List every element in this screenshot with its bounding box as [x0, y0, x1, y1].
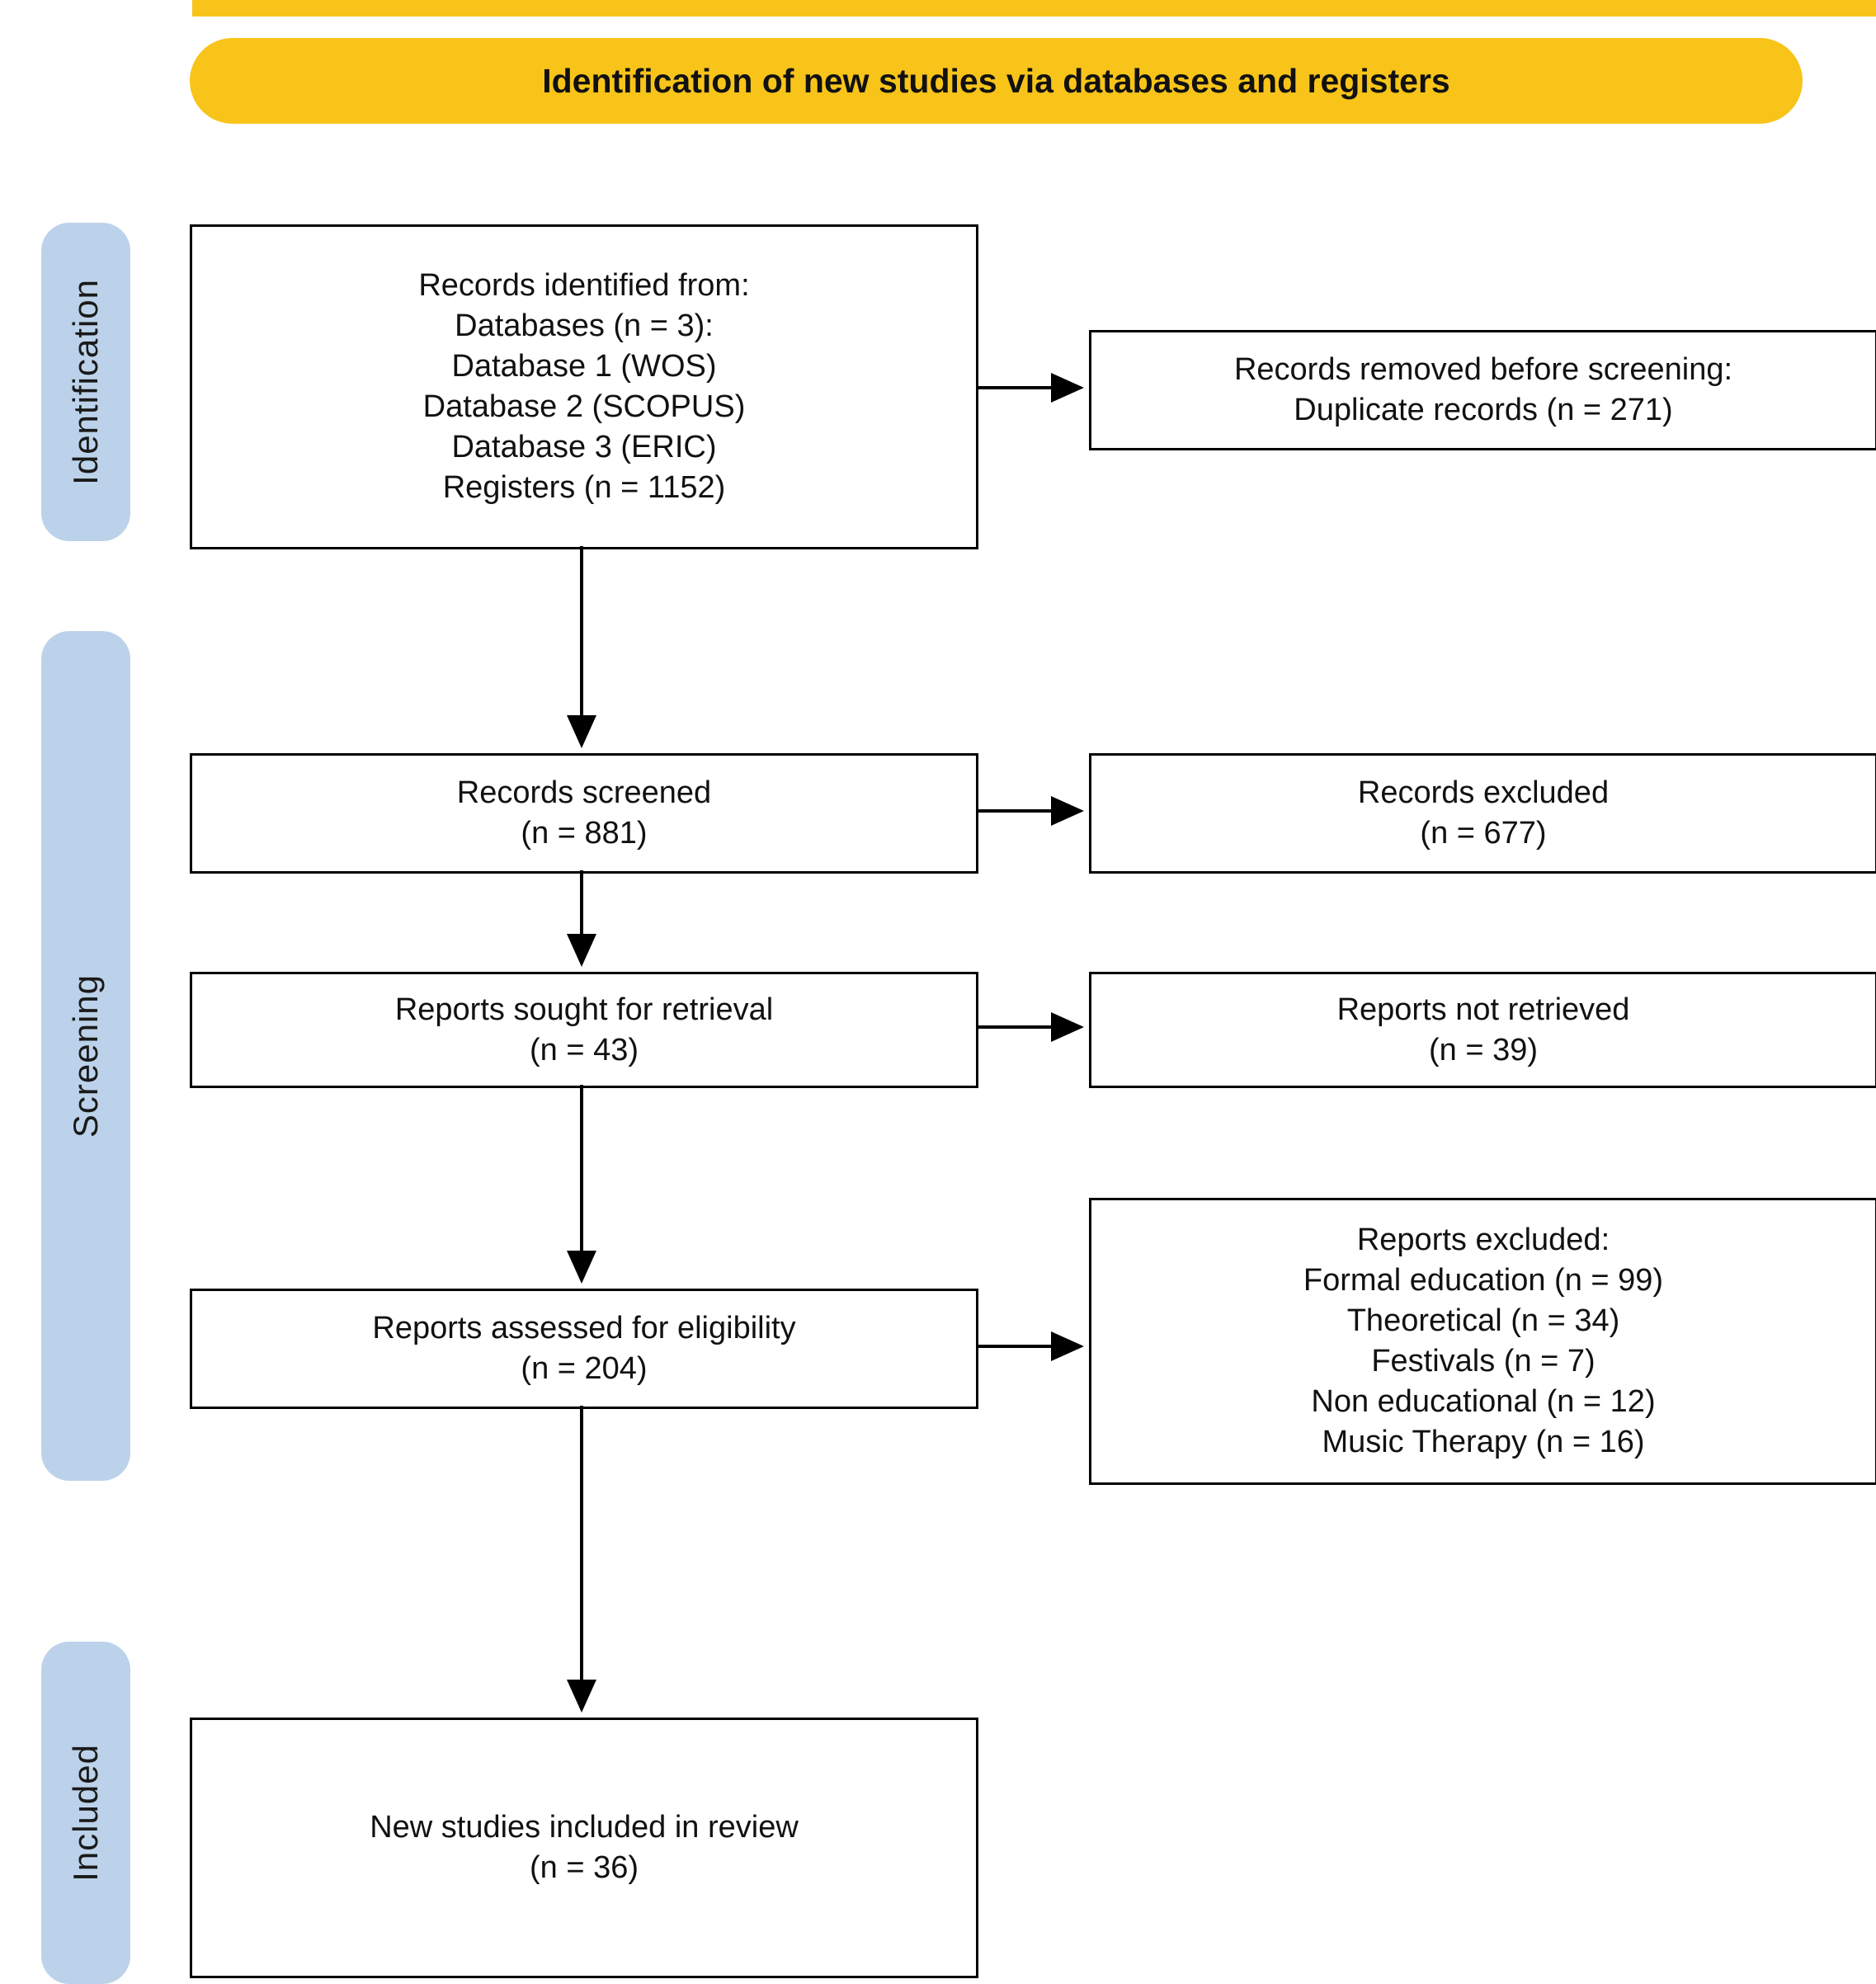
box-line: (n = 677)	[1420, 816, 1547, 851]
stage-screening-label: Screening	[66, 973, 105, 1138]
box-records-excluded	[1089, 753, 1876, 874]
box-line: New studies included in review	[370, 1810, 799, 1845]
box-line: Records excluded	[1357, 775, 1610, 810]
box-records-screened	[190, 753, 978, 874]
box-line: Databases (n = 3):	[455, 309, 714, 343]
box-line: Reports not retrieved	[1336, 992, 1630, 1027]
box-line: Database 2 (SCOPUS)	[422, 389, 746, 424]
box-line: Registers (n = 1152)	[442, 470, 726, 505]
box-line: Database 1 (WOS)	[451, 349, 717, 384]
box-line: Music Therapy (n = 16)	[1322, 1425, 1645, 1459]
stage-included-label: Included	[66, 1744, 105, 1882]
box-line: (n = 204)	[521, 1351, 648, 1386]
box-line: (n = 43)	[529, 1032, 639, 1067]
stage-identification-label: Identification	[66, 279, 105, 485]
box-line: Festivals (n = 7)	[1371, 1344, 1596, 1378]
box-line: (n = 39)	[1428, 1032, 1539, 1067]
box-reports-assessed	[190, 1289, 978, 1409]
box-line: Non educational (n = 12)	[1311, 1384, 1656, 1419]
box-line: Records identified from:	[418, 268, 750, 303]
box-new-studies-included	[190, 1718, 978, 1978]
box-line: (n = 881)	[521, 816, 648, 851]
banner-label: Identification of new studies via databases and registers	[542, 61, 1450, 100]
box-reports-excluded	[1089, 1198, 1876, 1485]
box-line: Records screened	[456, 775, 712, 810]
box-line: Reports assessed for eligibility	[372, 1311, 796, 1345]
stage-identification	[41, 223, 130, 541]
box-line: Database 3 (ERIC)	[451, 430, 717, 464]
box-line: Formal education (n = 99)	[1303, 1263, 1664, 1298]
box-line: Duplicate records (n = 271)	[1294, 393, 1673, 427]
stage-screening	[41, 631, 130, 1481]
box-line: (n = 36)	[529, 1850, 639, 1885]
box-records-removed	[1089, 330, 1876, 450]
box-line: Reports excluded:	[1356, 1223, 1610, 1257]
box-reports-sought	[190, 972, 978, 1088]
box-line: Reports sought for retrieval	[394, 992, 774, 1027]
stage-included	[41, 1642, 130, 1984]
box-line: Theoretical (n = 34)	[1346, 1303, 1620, 1338]
box-line: Records removed before screening:	[1233, 352, 1733, 387]
banner	[190, 38, 1803, 124]
box-reports-not-retrieved	[1089, 972, 1876, 1088]
box-records-identified	[190, 224, 978, 549]
top-strip	[192, 0, 1876, 16]
